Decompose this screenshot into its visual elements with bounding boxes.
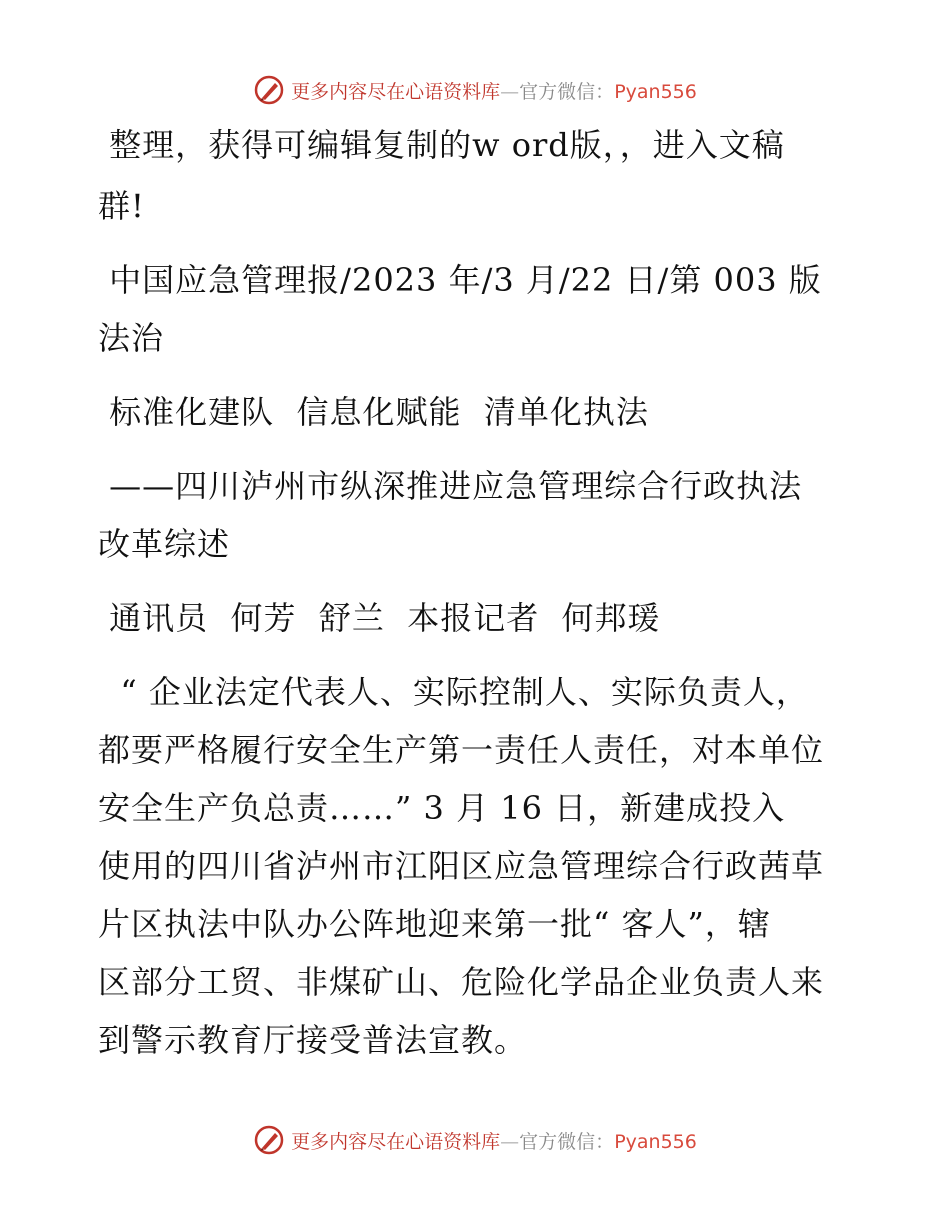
- header-watermark-banner: [0, 70, 950, 110]
- banner-separator: —: [500, 80, 520, 103]
- document-line: 整理，获得可编辑复制的w ord版，，进入文稿: [98, 126, 785, 164]
- document-line: 都要严格履行安全生产第一责任人责任，对本单位: [98, 731, 825, 769]
- document-line: 标准化建队 信息化赋能 清单化执法: [98, 393, 649, 431]
- document-line: 中国应急管理报/2023 年/3 月/22 日/第 003 版: [98, 261, 822, 299]
- document-line: 安全生产负总责……” 3 月 16 日，新建成投入: [98, 789, 786, 827]
- banner-main-text: 更多内容尽在心语资料库: [291, 80, 501, 103]
- document-line: 使用的四川省泸州市江阳区应急管理综合行政茜草: [98, 847, 825, 885]
- banner-wechat-account: Pyan556: [614, 80, 697, 103]
- document-line: 群!: [98, 187, 145, 225]
- document-line: “ 企业法定代表人、实际控制人、实际负责人，: [98, 673, 809, 711]
- banner-wechat-label: 官方微信：: [519, 1130, 615, 1153]
- banner-main-text: 更多内容尽在心语资料库: [291, 1130, 501, 1153]
- banner-separator: —: [500, 1130, 520, 1153]
- document-line: 到警示教育厅接受普法宣教。: [98, 1021, 528, 1059]
- banner-wechat-label: 官方微信：: [519, 80, 615, 103]
- document-line: 改革综述: [98, 525, 231, 563]
- document-line: 法治: [98, 319, 165, 357]
- banner-text: [291, 77, 697, 104]
- document-line: ——四川泸州市纵深推进应急管理综合行政执法: [98, 467, 803, 505]
- pen-logo-icon: [253, 74, 285, 106]
- banner-text: [291, 1127, 697, 1154]
- document-line: 区部分工贸、非煤矿山、危险化学品企业负责人来: [98, 963, 825, 1001]
- footer-watermark-banner: [0, 1120, 950, 1160]
- document-line: 片区执法中队办公阵地迎来第一批“ 客人”，辖: [98, 905, 771, 943]
- banner-wechat-account: Pyan556: [614, 1130, 697, 1153]
- pen-logo-icon: [253, 1124, 285, 1156]
- document-line: 通讯员 何芳 舒兰 本报记者 何邦瑗: [98, 599, 661, 637]
